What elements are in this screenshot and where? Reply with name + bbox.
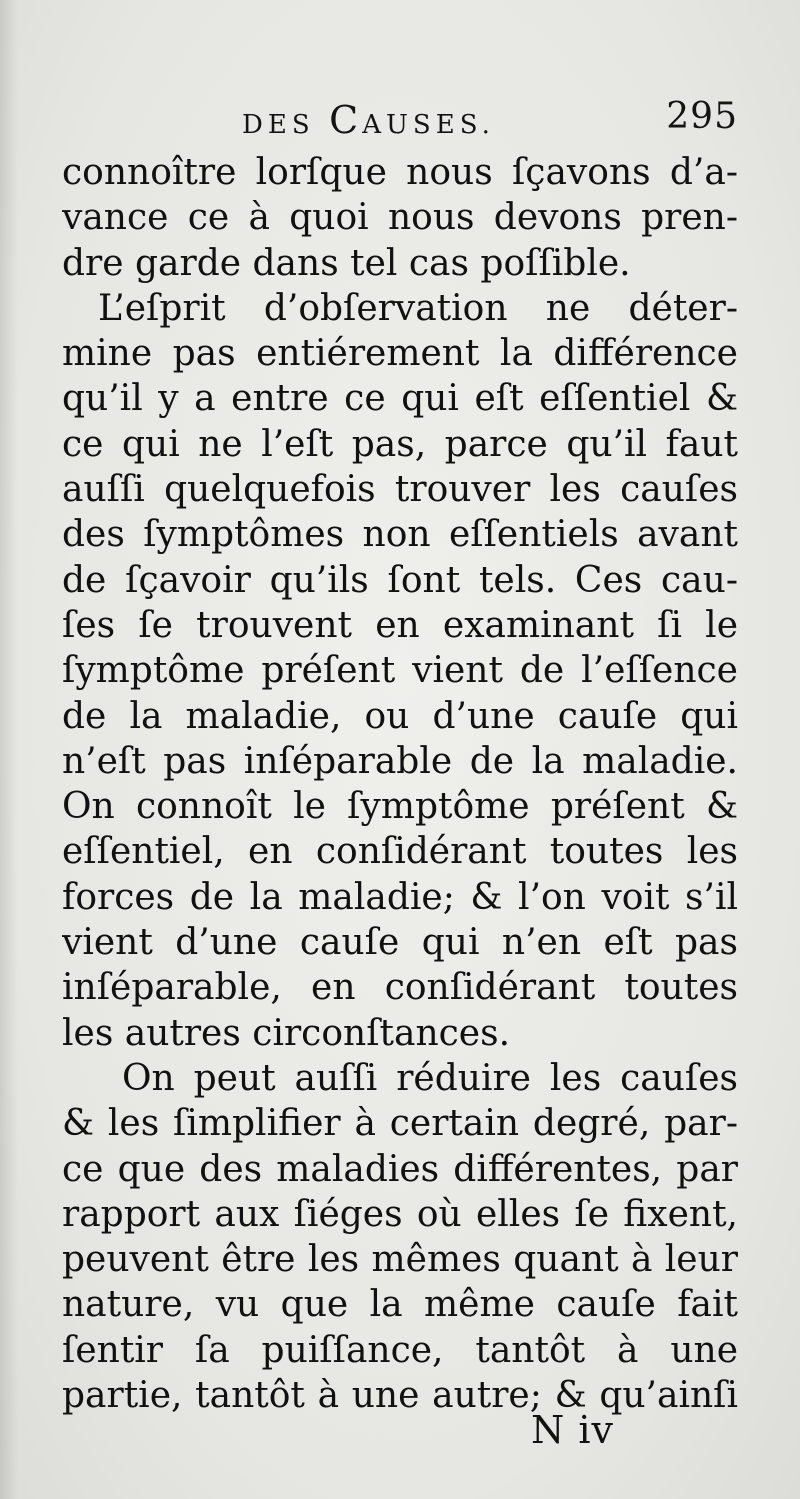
text-line: forces de la maladie; & l’on voit s’il bbox=[62, 876, 738, 918]
text-line: les autres circonſtances. bbox=[62, 1012, 511, 1054]
text-line: & les ſimplifier à certain degré, par- bbox=[62, 1103, 738, 1145]
running-head-prefix: DES bbox=[242, 110, 315, 140]
text-line: auſſi quelquefois trouver les cauſes bbox=[62, 469, 738, 511]
text-line: de la maladie, ou d’une cauſe qui bbox=[62, 695, 738, 737]
text-line: des ſymptômes non eſſentiels avant bbox=[62, 514, 738, 556]
text-line: eſſentiel, en conſidérant toutes les bbox=[62, 831, 738, 873]
text-line: connoître lorſque nous ſçavons d’a- bbox=[62, 152, 738, 193]
text-line: n’eſt pas inſéparable de la maladie. bbox=[62, 740, 738, 782]
running-head-initial: C bbox=[329, 98, 363, 142]
text-line: partie, tantôt à une autre; & qu’ainſi bbox=[62, 1375, 738, 1417]
page-fold-shadow bbox=[0, 0, 18, 1499]
text-line: vance ce à quoi nous devons pren- bbox=[62, 197, 738, 239]
text-line: ſentir ſa puiſſance, tantôt à une bbox=[62, 1329, 738, 1371]
text-line: ſymptôme préſent vient de l’eſſence bbox=[62, 650, 738, 692]
text-line: ce que des maladies différentes, par bbox=[62, 1148, 738, 1190]
text-line: L’eſprit d’obſervation ne déter- bbox=[98, 287, 738, 329]
text-line: dre garde dans tel cas poſſible. bbox=[62, 242, 631, 284]
text-line: ce qui ne l’eſt pas, parce qu’il faut bbox=[62, 423, 738, 465]
text-line: vient d’une cauſe qui n’en eſt pas bbox=[62, 922, 738, 964]
running-head-rest: AUSES. bbox=[362, 110, 495, 140]
text-line: rapport aux ſiéges où elles ſe fixent, bbox=[62, 1193, 738, 1235]
signature-mark: N iv bbox=[531, 1408, 614, 1452]
text-line: On connoît le ſymptôme préſent & bbox=[62, 786, 738, 828]
text-line: inſéparable, en conſidérant toutes bbox=[62, 967, 738, 1009]
text-line: peuvent être les mêmes quant à leur bbox=[62, 1239, 738, 1281]
page-number: 295 bbox=[666, 96, 738, 137]
running-head bbox=[242, 98, 495, 142]
body-text bbox=[62, 150, 738, 1418]
text-line: ſes ſe trouvent en examinant ſi le bbox=[62, 604, 738, 646]
text-line: mine pas entiérement la différence bbox=[62, 333, 738, 375]
text-line: de ſçavoir qu’ils ſont tels. Ces cau- bbox=[62, 559, 738, 601]
text-line: On peut auſſi réduire les cauſes bbox=[122, 1057, 738, 1099]
text-line: qu’il y a entre ce qui eſt eſſentiel & bbox=[62, 378, 738, 420]
page-header bbox=[60, 92, 740, 152]
text-line: nature, vu que la même cauſe fait bbox=[62, 1284, 738, 1326]
